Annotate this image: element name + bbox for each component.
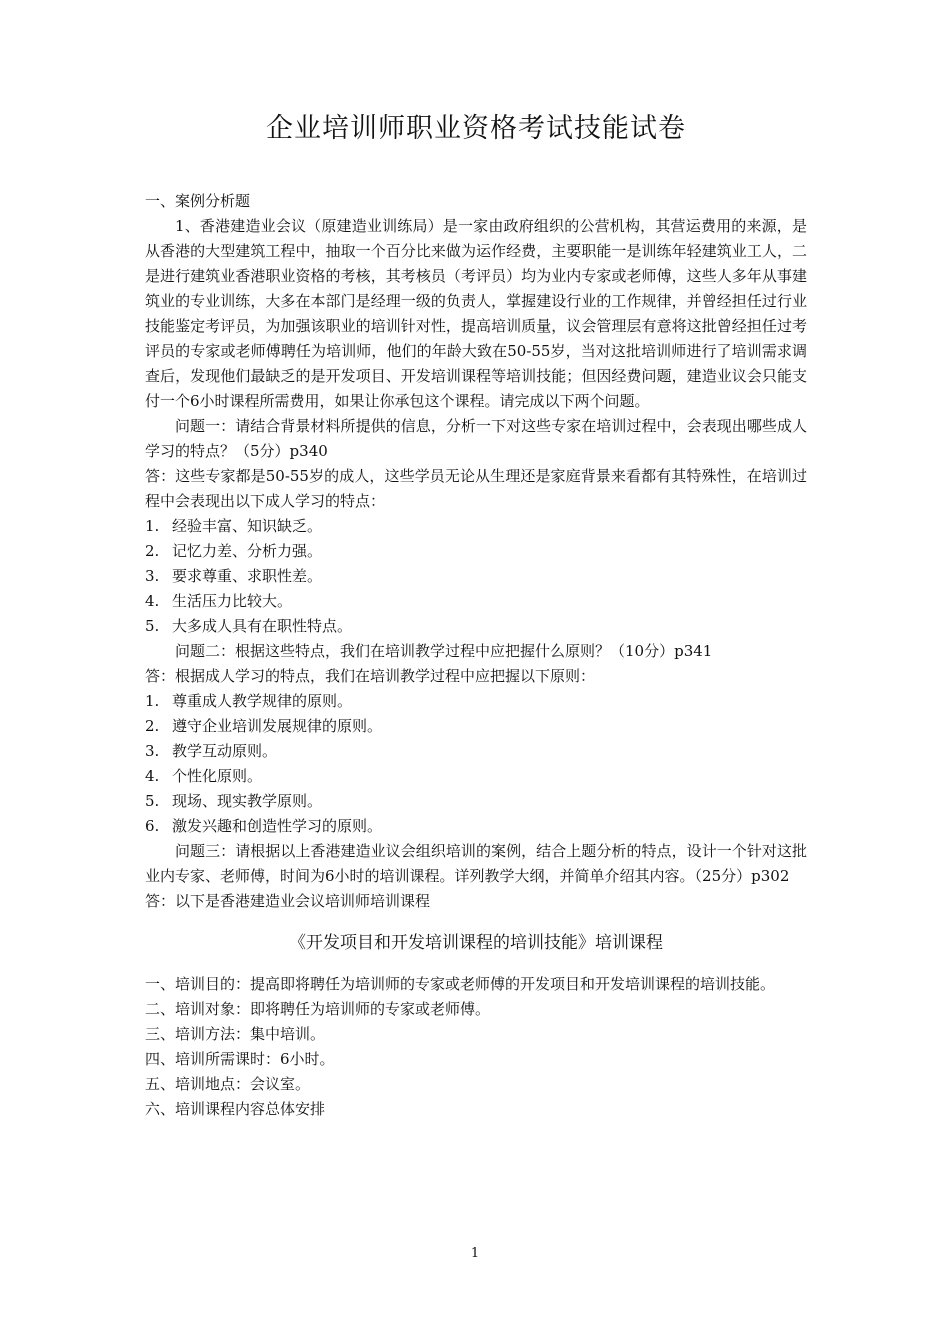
- question-1: 问题一：请结合背景材料所提供的信息，分析一下对这些专家在培训过程中，会表现出哪些成人学习的特点？（5分）p340: [145, 417, 807, 460]
- answer-2: 答：根据成人学习的特点，我们在培训教学过程中应把握以下原则：: [145, 667, 596, 685]
- list-item-number: 3.: [145, 742, 160, 760]
- page-number: 1: [470, 1246, 480, 1261]
- list-item: [145, 589, 807, 614]
- answer-1: 答：这些专家都是50-55岁的成人，这些学员无论从生理还是家庭背景来看都有其特殊性，在培训过程中会表现出以下成人学习的特点：: [145, 467, 807, 510]
- answer-1-list: [145, 514, 807, 639]
- document-body: [145, 189, 807, 1122]
- case-text: 1、香港建造业会议（原建造业训练局）是一家由政府组织的公营机构，其营运费用的来源，是从香港的大型建筑工程中，抽取一个百分比来做为运作经费，主要职能一是训练年轻建筑业工人，二是进行建筑业香港职业资格的考核，其考核员（考评员）均为业内专家或老师傅，这些人多年从事建筑业的专业训练，大多在本部门是经理一级的负责人，掌握建设行业的工作规律，并曾经担任过行业技能鉴定考评员，为加强该职业的培训针对性，提高培训质量，议会管理层有意将这批曾经担任过考评员的专家或老师傅聘任为培训师，他们的年龄大致在50-55岁，当对这批培训师进行了培训需求调查后，发现他们最缺乏的是开发项目、开发培训课程等培训技能；但因经费问题，建造业议会只能支付一个6小时课程所需费用，如果让你承包这个课程。请完成以下两个问题。: [145, 217, 807, 410]
- list-item: [145, 539, 807, 564]
- list-item-text: 要求尊重、求职性差。: [172, 567, 323, 585]
- outline-item: 一、培训目的：提高即将聘任为培训师的专家或老师傅的开发项目和开发培训课程的培训技能。: [145, 975, 776, 993]
- list-item: [145, 739, 807, 764]
- list-item-number: 4.: [145, 767, 160, 785]
- list-item-number: 2.: [145, 717, 160, 735]
- list-item: [145, 614, 807, 639]
- course-outline: [145, 972, 807, 1122]
- list-item-number: 3.: [145, 567, 160, 585]
- list-item-number: 4.: [145, 592, 160, 610]
- list-item-number: 5.: [145, 792, 160, 810]
- list-item-text: 尊重成人教学规律的原则。: [172, 692, 353, 710]
- outline-item: 二、培训对象：即将聘任为培训师的专家或老师傅。: [145, 1000, 491, 1018]
- list-item-text: 个性化原则。: [172, 767, 263, 785]
- section-heading: 一、案例分析题: [145, 192, 251, 210]
- list-item: [145, 789, 807, 814]
- list-item-text: 激发兴趣和创造性学习的原则。: [172, 817, 383, 835]
- list-item-text: 记忆力差、分析力强。: [172, 542, 323, 560]
- list-item-text: 生活压力比较大。: [172, 592, 293, 610]
- question-3: 问题三：请根据以上香港建造业议会组织培训的案例，结合上题分析的特点，设计一个针对这批业内专家、老师傅，时间为6小时的培训课程。详列教学大纲，并简单介绍其内容。（25分）p302: [145, 842, 807, 885]
- list-item: [145, 514, 807, 539]
- question-2: 问题二：根据这些特点，我们在培训教学过程中应把握什么原则？（10分）p341: [175, 642, 713, 660]
- outline-item: 三、培训方法：集中培训。: [145, 1025, 326, 1043]
- document-title: 企业培训师职业资格考试技能试卷: [266, 113, 686, 144]
- answer-3: 答：以下是香港建造业会议培训师培训课程: [145, 892, 431, 910]
- list-item-number: 1.: [145, 692, 160, 710]
- list-item-number: 1.: [145, 517, 160, 535]
- list-item-text: 遵守企业培训发展规律的原则。: [172, 717, 383, 735]
- list-item: [145, 814, 807, 839]
- list-item: [145, 714, 807, 739]
- list-item: [145, 764, 807, 789]
- outline-item: 六、培训课程内容总体安排: [145, 1100, 326, 1118]
- list-item-text: 大多成人具有在职性特点。: [172, 617, 353, 635]
- list-item-text: 教学互动原则。: [172, 742, 278, 760]
- list-item-number: 2.: [145, 542, 160, 560]
- list-item-text: 现场、现实教学原则。: [172, 792, 323, 810]
- answer-2-list: [145, 689, 807, 839]
- list-item: [145, 564, 807, 589]
- list-item-text: 经验丰富、知识缺乏。: [172, 517, 323, 535]
- outline-item: 五、培训地点：会议室。: [145, 1075, 311, 1093]
- course-title: 《开发项目和开发培训课程的培训技能》培训课程: [289, 933, 663, 953]
- list-item: [145, 689, 807, 714]
- list-item-number: 5.: [145, 617, 160, 635]
- list-item-number: 6.: [145, 817, 160, 835]
- outline-item: 四、培训所需课时：6小时。: [145, 1050, 335, 1068]
